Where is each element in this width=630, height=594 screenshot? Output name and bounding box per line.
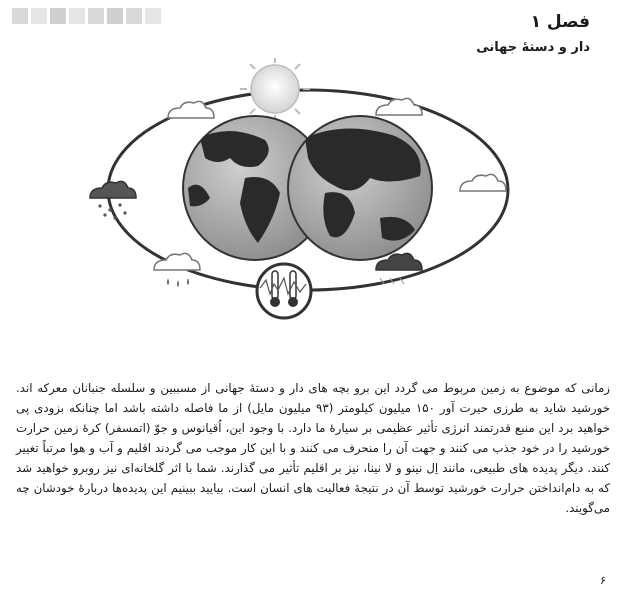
- page-number: ۶: [600, 574, 606, 587]
- cloud-icon: [460, 174, 506, 191]
- cloud-icon: [376, 98, 422, 115]
- globe-icon: [183, 116, 432, 260]
- chapter-title: فصل ۱: [530, 12, 590, 32]
- body-paragraph: زمانی که موضوع به زمین مربوط می گردد این برو بچه های دار و دستهٔ جهانی از مسببین و سلسله جنبانان معرکه اند. خورشید شاید به طرزی حیرت آور ۱۵۰ میلیون کیلومتر (۹۳ میلیون مایل) از ما فاصله داشته باشد اما چنانکه بزودی پی خواهید برد این منبع قدرتمند انرژی تأثیر عظیمی بر سیارهٔ ما دارد. با وجود این، اُقیانوس و جوّ (اتمسفر) کرهٔ زمین حرارت خورشید را در خود جذب می کنند و جهت آن را منحرف می کنند و با این کار موجب می گردند اقلیم و آب و هوا مرتباً تغییر کنند. دیگر پدیده های طبیعی، مانند اِل نینو و لا نینا، نیز بر اقلیم تأثیر می گذارند. شما با اثر گلخانه‌ای نیز روبرو خواهید شد که به دام‌انداختن حرارت خورشید توسط آن در نتیجهٔ فعالیت های انسان است. بیایید ببینیم این پدیده‌ها دربارهٔ خودشان چه می‌گویند.: [16, 381, 610, 515]
- global-gang-illustration: [80, 58, 550, 328]
- thermometer-icon: [257, 264, 311, 318]
- sun-icon: [240, 58, 310, 121]
- redacted-logo: [12, 8, 161, 24]
- chapter-subtitle: دار و دستهٔ جهانی: [476, 40, 590, 55]
